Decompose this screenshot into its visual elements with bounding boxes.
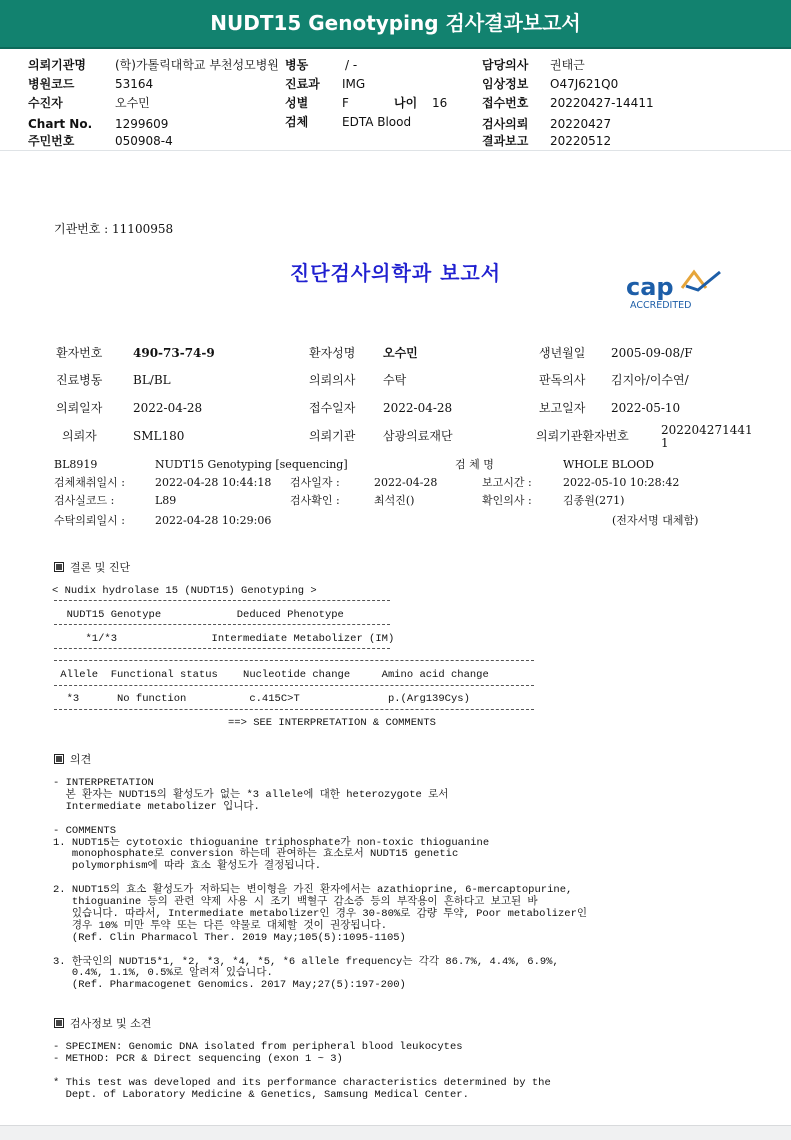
age-value: 16 (432, 96, 448, 110)
report-label: 결과보고 (482, 134, 529, 148)
receipt-label: 접수번호 (482, 96, 529, 110)
text-line: - METHOD: PCR & Direct sequencing (exon 1 ~ 3) (53, 1052, 343, 1065)
text-line: - SPECIMEN: Genomic DNA isolated from peripheral blood leukocytes (53, 1041, 463, 1053)
report-date: 2022-05-10 (611, 401, 681, 415)
text-line: - INTERPRETATION (53, 777, 154, 789)
req-doctor: 수탁 (383, 373, 407, 387)
ssn-value: 050908-4 (115, 134, 173, 148)
text-line: (Ref. Clin Pharmacol Ther. 2019 May;105(5):1095-1105) (53, 931, 406, 944)
genotype-header: NUDT15 Genotype Deduced Phenotype (54, 609, 344, 621)
svg-text:ACCREDITED: ACCREDITED (630, 300, 692, 311)
cap-accredited-logo (620, 268, 730, 316)
read-doctor: 김지아/이수연/ (611, 373, 689, 387)
specimen-value: EDTA Blood (342, 115, 412, 129)
divider (54, 685, 534, 686)
dept-label: 진료과 (285, 77, 320, 91)
receipt-value: 20220427-14411 (550, 96, 654, 110)
esign-note: (전자서명 대체함) (612, 514, 699, 527)
collect-value: 2022-04-28 10:44:18 (155, 476, 272, 489)
institution-value: (학)가톨릭대학교 부천성모병원 (115, 58, 279, 72)
text-line: (Ref. Pharmacogenet Genomics. 2017 May;27(5):197-200) (53, 979, 406, 992)
doctor-label: 담당의사 (482, 58, 529, 72)
text-line: Dept. of Laboratory Medicine & Genetics, Samsung Medical Center. (53, 1088, 469, 1101)
institution-label: 의뢰기관명 (28, 58, 86, 72)
exam-date-label: 검사일자 : (290, 476, 340, 489)
exam-date: 2022-04-28 (374, 476, 438, 489)
request-label: 검사의뢰 (482, 117, 529, 131)
consign-value: 2022-04-28 10:29:06 (155, 514, 272, 527)
allele-header: Allele Functional status Nucleotide change Amino acid change (54, 669, 489, 681)
ward-label: 병동 (285, 58, 309, 72)
req-inst-label: 의뢰기관 (309, 429, 356, 443)
result-section-heading: 결론 및 진단 (54, 561, 130, 574)
divider (54, 660, 534, 661)
text-line: 1. NUDT15는 cytotoxic thioguanine triphosphate가 non-toxic thioguanine (53, 836, 490, 849)
chart-label: Chart No. (28, 117, 93, 131)
confirm-doc-label: 확인의사 : (482, 494, 532, 507)
sex-value: F (342, 96, 349, 110)
text-line: 3. 한국인의 NUDT15*1, *2, *3, *4, *5, *6 allele frequency는 각각 86.7%, 4.4%, 6.9%, (53, 955, 559, 968)
room-value: L89 (155, 494, 177, 507)
divider (54, 624, 390, 625)
inst-patient-no-line2: 1 (661, 436, 669, 450)
req-date: 2022-04-28 (133, 401, 203, 415)
birth-label: 생년월일 (539, 346, 586, 360)
test-code: BL8919 (54, 458, 98, 471)
req-doctor-label: 의뢰의사 (309, 373, 356, 387)
divider (54, 648, 390, 649)
age-label: 나이 (394, 96, 418, 110)
chart-value: 1299609 (115, 117, 169, 131)
inst-patient-no-line1: 202204271441 (661, 423, 753, 437)
clinical-label: 임상정보 (482, 77, 529, 91)
report-time-label: 보고시간 : (482, 476, 532, 489)
ssn-label: 주민번호 (28, 134, 75, 148)
result-subtitle: < Nudix hydrolase 15 (NUDT15) Genotyping > (52, 585, 317, 597)
text-line: polymorphism에 따라 효소 활성도가 결정됩니다. (53, 860, 322, 873)
text-line: 본 환자는 NUDT15의 활성도가 없는 *3 allele에 대한 heterozygote 로서 (53, 788, 449, 801)
report-banner (0, 0, 791, 49)
report-value: 20220512 (550, 134, 612, 148)
section-bullet-icon (54, 1018, 64, 1028)
ward-value: / - (345, 58, 358, 72)
read-doctor-label: 판독의사 (539, 373, 586, 387)
birth: 2005-09-08/F (611, 346, 693, 360)
banner-title: NUDT15 Genotyping 검사결과보고서 (210, 11, 581, 35)
see-interpretation-note: ==> SEE INTERPRETATION & COMMENTS (228, 717, 436, 729)
specimen-label: 검체 (285, 115, 309, 129)
req-inst: 삼광의료재단 (383, 429, 453, 443)
consign-label: 수탁의뢰일시 : (54, 514, 125, 527)
dept-value: IMG (342, 77, 366, 91)
text-line: * This test was developed and its performance characteristics determined by the (53, 1076, 551, 1089)
text-line: 있습니다. 따라서, Intermediate metabolizer인 경우 30-80%로 감량 투약, Poor metabolizer인 (53, 907, 588, 920)
report-time: 2022-05-10 10:28:42 (563, 476, 680, 489)
genotype-row: *1/*3 Intermediate Metabolizer (IM) (54, 633, 395, 645)
text-line: 경우 10% 미만 투약 또는 다른 약물로 대체할 것이 권장됩니다. (53, 919, 388, 932)
patient-name-label: 환자성명 (309, 346, 356, 360)
ward-2: BL/BL (133, 373, 171, 387)
page-bottom-edge (0, 1125, 791, 1140)
confirm-value: 최석진() (374, 494, 415, 507)
patient-no-label: 환자번호 (56, 346, 103, 360)
collect-label: 검체채취일시 : (54, 476, 125, 489)
text-line: - COMMENTS (53, 824, 117, 837)
text-line: monophosphate로 conversion 하는데 관여하는 효소로서 NUDT15 genetic (53, 848, 459, 861)
patient-name: 오수민 (383, 346, 418, 360)
specimen-name-label: 검 체 명 (455, 458, 494, 471)
req-date-label: 의뢰일자 (56, 401, 103, 415)
hospital-code-value: 53164 (115, 77, 154, 91)
confirm-doc: 김종원(271) (563, 494, 625, 507)
test-name: NUDT15 Genotyping [sequencing] (155, 458, 348, 471)
report-title: 진단검사의학과 보고서 (289, 261, 502, 285)
section-bullet-icon (54, 754, 64, 764)
room-label: 검사실코드 : (54, 494, 115, 507)
text-line: 2. NUDT15의 효소 활성도가 저하되는 변이형을 가진 환자에서는 azathioprine, 6-mercaptopurine, (53, 884, 573, 897)
request-value: 20220427 (550, 117, 612, 131)
text-line: Intermediate metabolizer 입니다. (53, 800, 260, 813)
recv-date: 2022-04-28 (383, 401, 453, 415)
inst-patient-no-label: 의뢰기관환자번호 (536, 429, 629, 443)
sex-label: 성별 (285, 96, 309, 110)
confirm-label: 검사확인 : (290, 494, 340, 507)
requester: SML180 (133, 429, 185, 443)
divider (54, 709, 534, 710)
opinion-section-heading: 의견 (54, 753, 91, 766)
org-number: 기관번호 : 11100958 (54, 222, 174, 236)
specimen-name: WHOLE BLOOD (563, 458, 654, 471)
ward-label-2: 진료병동 (56, 373, 103, 387)
recv-date-label: 접수일자 (309, 401, 356, 415)
requester-label: 의뢰자 (62, 429, 97, 443)
header-divider (0, 150, 791, 151)
patient-no: 490-73-74-9 (133, 346, 215, 360)
patient-label: 수진자 (28, 96, 63, 110)
text-line: 0.4%, 1.1%, 0.5%로 알려져 있습니다. (53, 967, 273, 980)
text-line: thioguanine 등의 관련 약제 사용 시 조기 백혈구 감소증 등의 부작용이 흔하다고 보고된 바 (53, 896, 538, 908)
svg-text:cap: cap (626, 273, 674, 301)
doctor-value: 권태근 (550, 58, 585, 72)
divider (54, 600, 390, 601)
report-date-label: 보고일자 (539, 401, 586, 415)
clinical-value: O47J621Q0 (550, 77, 619, 91)
patient-value: 오수민 (115, 96, 150, 110)
hospital-code-label: 병원코드 (28, 77, 75, 91)
section-bullet-icon (54, 562, 64, 572)
allele-row: *3 No function c.415C>T p.(Arg139Cys) (54, 693, 470, 705)
method-section-heading: 검사정보 및 소견 (54, 1017, 151, 1030)
